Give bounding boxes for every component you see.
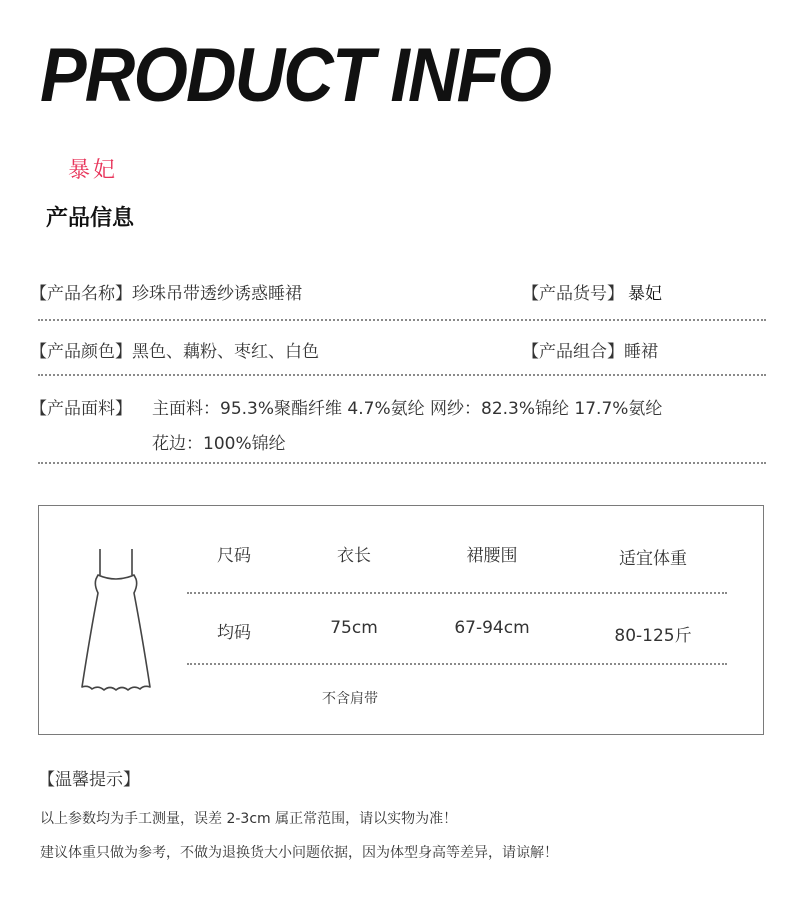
size-value-size: 均码: [217, 623, 251, 643]
size-header-waist: 裙腰围: [466, 546, 518, 566]
brand-name: 暴妃: [68, 158, 119, 183]
dotted-divider: [38, 374, 766, 376]
product-color-label: 【产品颜色】: [30, 342, 132, 362]
product-fabric-line1: 主面料：95.3%聚酯纤维 4.7%氨纶 网纱：82.3%锦纶 17.7%氨纶: [152, 399, 663, 419]
product-fabric-label: 【产品面料】: [30, 399, 132, 419]
product-combo-row: [522, 337, 658, 362]
product-color-value: 黑色、藕粉、枣红、白色: [132, 342, 319, 362]
product-fabric-line2: 花边：100%锦纶: [152, 434, 286, 454]
product-color-row: [30, 337, 319, 362]
product-name-label: 【产品名称】: [30, 284, 132, 304]
size-note: 不含肩带: [322, 691, 378, 707]
product-combo-value: 睡裙: [624, 342, 658, 362]
product-sku-value: 暴妃: [628, 284, 662, 304]
size-header-length: 衣长: [337, 546, 371, 566]
tip-line-1: 以上参数均为手工测量，误差 2-3cm 属正常范围，请以实物为准！: [40, 811, 458, 827]
size-header-weight: 适宜体重: [619, 549, 687, 569]
product-name-value: 珍珠吊带透纱诱惑睡裙: [132, 284, 302, 304]
product-combo-label: 【产品组合】: [522, 342, 624, 362]
size-header-size: 尺码: [217, 546, 251, 566]
product-sku-label: 【产品货号】: [522, 284, 624, 304]
size-value-waist: 67-94cm: [454, 618, 530, 638]
product-sku-row: [522, 279, 662, 304]
page-heading: PRODUCT INFO: [40, 33, 551, 118]
dotted-divider: [187, 592, 727, 594]
product-name-row: [30, 279, 302, 304]
tips-title: 【温馨提示】: [38, 770, 140, 790]
dotted-divider: [38, 319, 766, 321]
tip-line-2: 建议体重只做为参考，不做为退换货大小问题依据，因为体型身高等差异，请谅解！: [40, 845, 558, 861]
dotted-divider: [187, 663, 727, 665]
size-value-weight: 80-125斤: [614, 626, 692, 646]
dotted-divider: [38, 462, 766, 464]
size-value-length: 75cm: [330, 618, 378, 638]
slip-dress-icon: [76, 545, 156, 695]
section-title: 产品信息: [46, 206, 135, 231]
